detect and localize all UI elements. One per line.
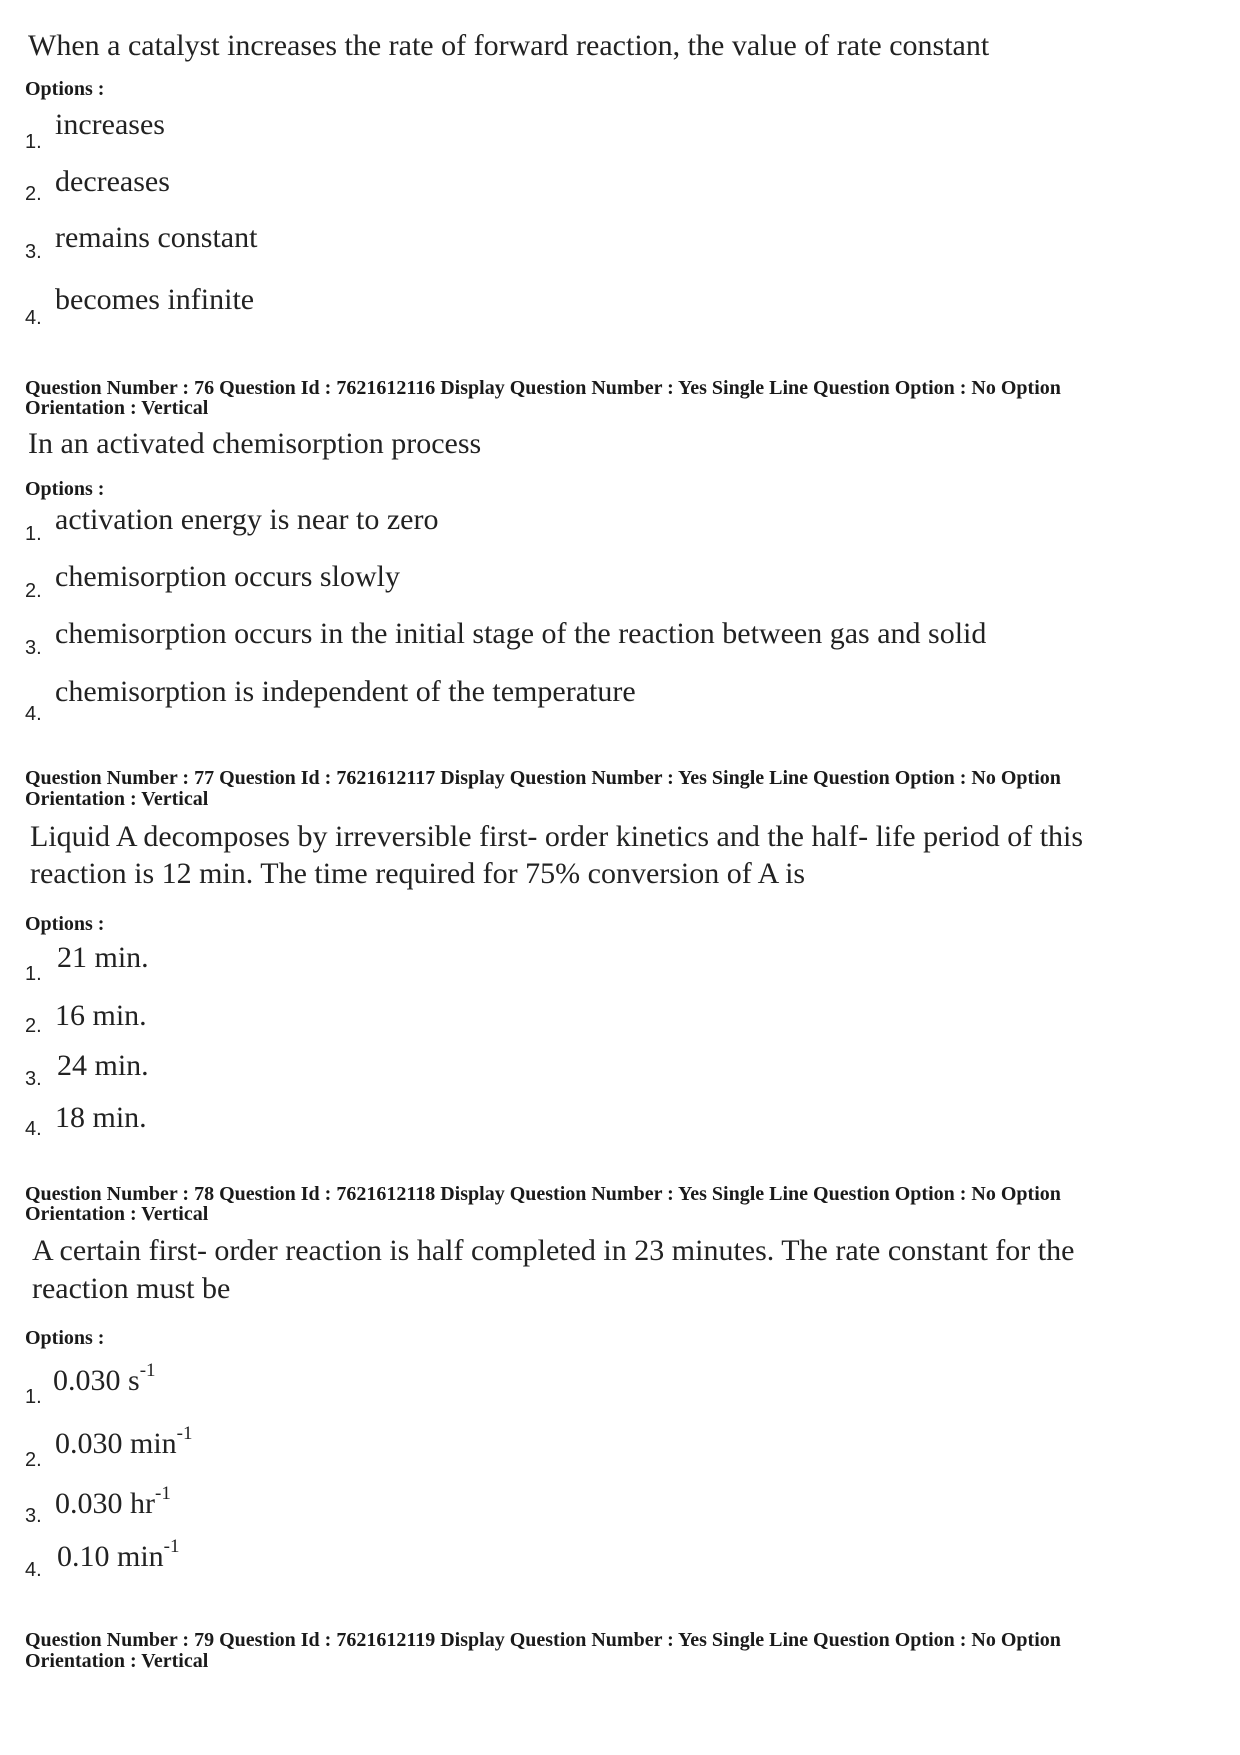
option-text: decreases: [55, 165, 170, 198]
option-superscript: -1: [155, 1483, 171, 1504]
options-label: Options :: [25, 913, 105, 935]
option-number: 3.: [25, 637, 42, 659]
question-text: In an activated chemisorption process: [28, 427, 482, 460]
option-text: 0.030 $s^{-1}$: [53, 1360, 156, 1397]
question-text-line: A certain first- order reaction is half completed in 23 minutes. The rate constant for the: [32, 1234, 1075, 1267]
option-text: chemisorption occurs in the initial stage of the reaction between gas and solid: [55, 617, 987, 650]
option-text: 24 min.: [57, 1049, 149, 1082]
question-meta: Question Number : 77 Question Id : 7621612117 Display Question Number : Yes Single Line Question Option : No Option: [25, 767, 1061, 789]
option-number: 2.: [25, 1449, 42, 1471]
option-text: 18 min.: [55, 1101, 147, 1134]
option-number: 2.: [25, 580, 42, 602]
question-text: When a catalyst increases the rate of forward reaction, the value of rate constant: [28, 29, 990, 62]
question-meta: Question Number : 79 Question Id : 7621612119 Display Question Number : Yes Single Line Question Option : No Option: [25, 1629, 1061, 1651]
option-number: 1.: [25, 523, 42, 545]
option-number: 4.: [25, 1118, 42, 1140]
option-text: remains constant: [55, 221, 258, 254]
option-text: 0.030 $hr^{-1}$: [55, 1483, 171, 1520]
question-meta: Orientation : Vertical: [25, 1650, 209, 1672]
option-text: 0.10 $\min^{-1}$: [57, 1536, 180, 1573]
option-number: 4.: [25, 1559, 42, 1581]
option-superscript: -1: [176, 1423, 193, 1444]
option-number: 4.: [25, 703, 42, 725]
option-text: 21 min.: [57, 941, 149, 974]
option-text: activation energy is near to zero: [55, 503, 439, 536]
question-text-line: Liquid A decomposes by irreversible first- order kinetics and the half- life period of this: [30, 820, 1084, 853]
option-number: 4.: [25, 307, 42, 329]
option-number: 3.: [25, 241, 42, 263]
option-text: becomes infinite: [55, 283, 255, 316]
question-text-line: reaction must be: [32, 1272, 231, 1305]
options-label: Options :: [25, 78, 105, 100]
option-number: 1.: [25, 1386, 42, 1408]
option-number: 3.: [25, 1505, 42, 1527]
option-number: 1.: [25, 963, 42, 985]
option-number: 2.: [25, 1015, 42, 1037]
question-meta: Question Number : 78 Question Id : 7621612118 Display Question Number : Yes Single Line Question Option : No Option: [25, 1183, 1061, 1205]
question-meta: Question Number : 76 Question Id : 7621612116 Display Question Number : Yes Single Line Question Option : No Option: [25, 377, 1061, 399]
option-number: 1.: [25, 131, 42, 153]
option-superscript: -1: [163, 1536, 180, 1557]
options-label: Options :: [25, 478, 105, 500]
question-meta: Orientation : Vertical: [25, 788, 209, 810]
question-meta: Orientation : Vertical: [25, 397, 209, 419]
option-text: 16 min.: [55, 999, 147, 1032]
option-text: chemisorption is independent of the temperature: [55, 675, 636, 708]
option-superscript: -1: [139, 1360, 156, 1381]
option-text: chemisorption occurs slowly: [55, 560, 400, 593]
options-label: Options :: [25, 1327, 105, 1349]
question-meta: Orientation : Vertical: [25, 1203, 209, 1225]
question-text-line: reaction is 12 min. The time required for 75% conversion of A is: [30, 857, 806, 890]
option-text: 0.030 $\min^{-1}$: [55, 1423, 193, 1460]
option-text: increases: [55, 108, 165, 141]
option-number: 2.: [25, 183, 42, 205]
option-number: 3.: [25, 1068, 42, 1090]
